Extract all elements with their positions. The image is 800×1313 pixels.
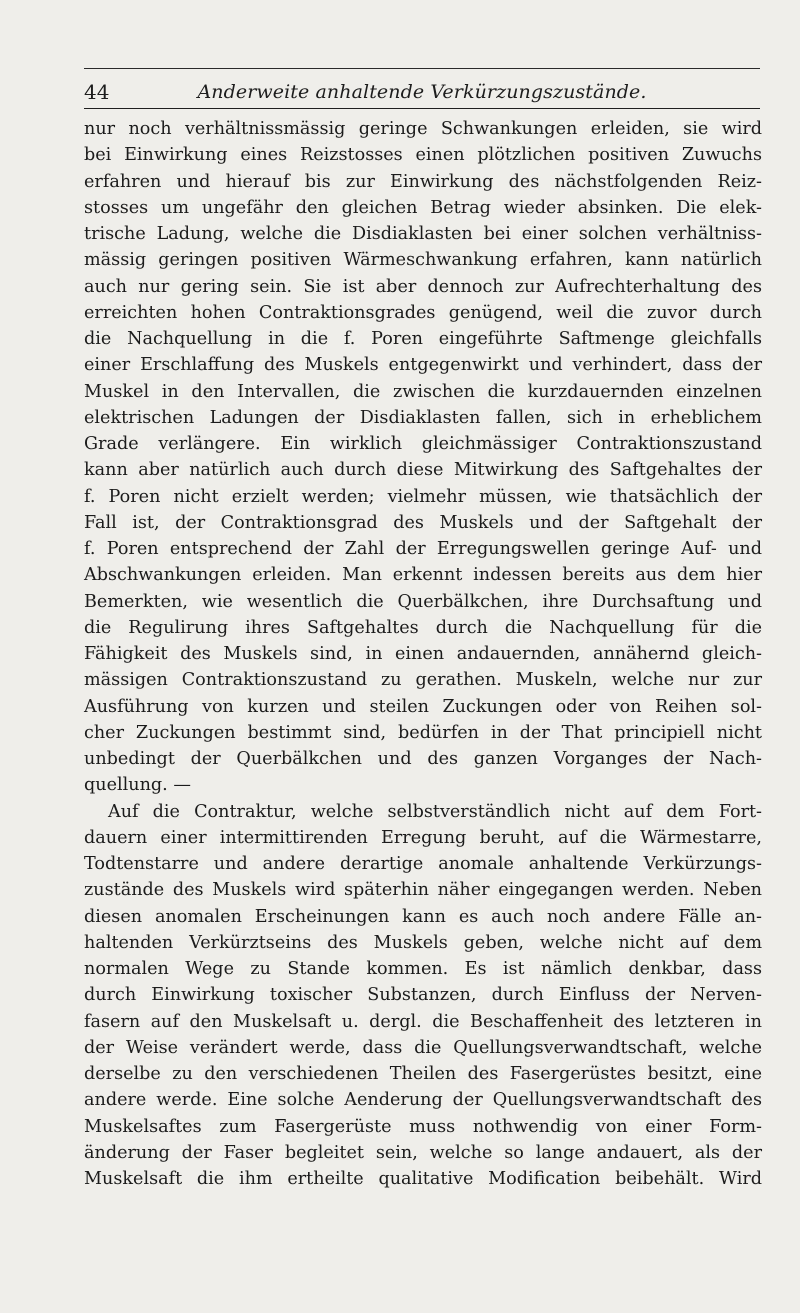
- text-line: stosses um ungefähr den gleichen Betrag wieder absinken. Die elek-: [84, 197, 762, 218]
- text-line: Fall ist, der Contraktionsgrad des Muskels und der Saftgehalt der: [84, 512, 762, 533]
- header-rule-bottom: [84, 108, 760, 109]
- text-line: trische Ladung, welche die Disdiaklasten bei einer solchen verhältniss-: [84, 224, 762, 244]
- text-line: änderung der Faser begleitet sein, welche so lange andauert, als der: [84, 1142, 762, 1163]
- text-line: haltenden Verkürztseins des Muskels geben, welche nicht auf dem: [84, 932, 762, 953]
- text-line: zustände des Muskels wird späterhin näher eingegangen werden. Neben: [84, 880, 762, 901]
- text-line: Bemerkten, wie wesentlich die Querbälkchen, ihre Durchsaftung und: [84, 591, 762, 612]
- text-line: normalen Wege zu Stande kommen. Es ist nämlich denkbar, dass: [84, 959, 762, 979]
- text-line: Muskel in den Intervallen, die zwischen die kurzdauernden einzelnen: [84, 381, 762, 402]
- text-line: unbedingt der Querbälkchen und des ganzen Vorganges der Nach-: [84, 749, 762, 769]
- text-line: erreichten hohen Contraktionsgrades genügend, weil die zuvor durch: [84, 302, 762, 323]
- text-line: Grade verlängere. Ein wirklich gleichmässiger Contraktionszustand: [84, 434, 762, 454]
- text-line: diesen anomalen Erscheinungen kann es auch noch andere Fälle an-: [84, 906, 762, 927]
- text-line: die Nachquellung in die f. Poren eingeführte Saftmenge gleichfalls: [84, 329, 762, 349]
- text-line: Muskelsaftes zum Fasergerüste muss nothwendig von einer Form-: [84, 1116, 762, 1137]
- text-line: mässigen Contraktionszustand zu gerathen. Muskeln, welche nur zur: [84, 670, 762, 691]
- page-number: 44: [84, 80, 110, 104]
- text-line: Fähigkeit des Muskels sind, in einen andauernden, annähernd gleich-: [84, 644, 762, 664]
- text-line: durch Einwirkung toxischer Substanzen, durch Einfluss der Nerven-: [84, 985, 762, 1006]
- text-line: andere werde. Eine solche Aenderung der Quellungsverwandtschaft des: [84, 1090, 762, 1111]
- text-line: die Regulirung ihres Saftgehaltes durch die Nachquellung für die: [84, 617, 762, 638]
- text-line: dauern einer intermittirenden Erregung beruht, auf die Wärmestarre,: [84, 827, 762, 848]
- text-line: fasern auf den Muskelsaft u. dergl. die Beschaffenheit des letzteren in: [84, 1011, 762, 1032]
- text-line: cher Zuckungen bestimmt sind, bedürfen in der That principiell nicht: [84, 722, 762, 743]
- running-head: Anderweite anhaltende Verkürzungszustände.: [197, 81, 647, 103]
- text-line: Auf die Contraktur, welche selbstverständlich nicht auf dem Fort-: [108, 801, 762, 822]
- header-rule-top: [84, 68, 760, 69]
- text-line: Abschwankungen erleiden. Man erkennt indessen bereits aus dem hier: [84, 565, 762, 586]
- text-line: Todtenstarre und andere derartige anomale anhaltende Verkürzungs-: [84, 854, 762, 874]
- body-text: [84, 116, 762, 1192]
- text-line: der Weise verändert werde, dass die Quellungsverwandtschaft, welche: [84, 1037, 762, 1058]
- text-line: bei Einwirkung eines Reizstosses einen plötzlichen positiven Zuwuchs: [84, 145, 762, 166]
- text-line: Muskelsaft die ihm ertheilte qualitative Modification beibehält. Wird: [84, 1169, 762, 1189]
- page-header: [84, 78, 760, 106]
- text-line: mässig geringen positiven Wärmeschwankung erfahren, kann natürlich: [84, 250, 762, 271]
- text-line: elektrischen Ladungen der Disdiaklasten fallen, sich in erheblichem: [84, 407, 762, 428]
- text-line: auch nur gering sein. Sie ist aber dennoch zur Aufrechterhaltung des: [84, 276, 762, 297]
- text-line: kann aber natürlich auch durch diese Mitwirkung des Saftgehaltes der: [84, 460, 762, 481]
- text-line: Ausführung von kurzen und steilen Zuckungen oder von Reihen sol-: [84, 696, 762, 717]
- text-line: nur noch verhältnissmässig geringe Schwankungen erleiden, sie wird: [84, 119, 762, 139]
- text-line: derselbe zu den verschiedenen Theilen des Fasergerüstes besitzt, eine: [84, 1064, 762, 1084]
- text-line: einer Erschlaffung des Muskels entgegenwirkt und verhindert, dass der: [84, 355, 762, 376]
- text-line: f. Poren entsprechend der Zahl der Erregungswellen geringe Auf- und: [84, 539, 762, 559]
- text-line: quellung. —: [84, 775, 191, 796]
- text-line: erfahren und hierauf bis zur Einwirkung des nächstfolgenden Reiz-: [84, 171, 762, 192]
- text-line: f. Poren nicht erzielt werden; vielmehr müssen, wie thatsächlich der: [84, 486, 762, 507]
